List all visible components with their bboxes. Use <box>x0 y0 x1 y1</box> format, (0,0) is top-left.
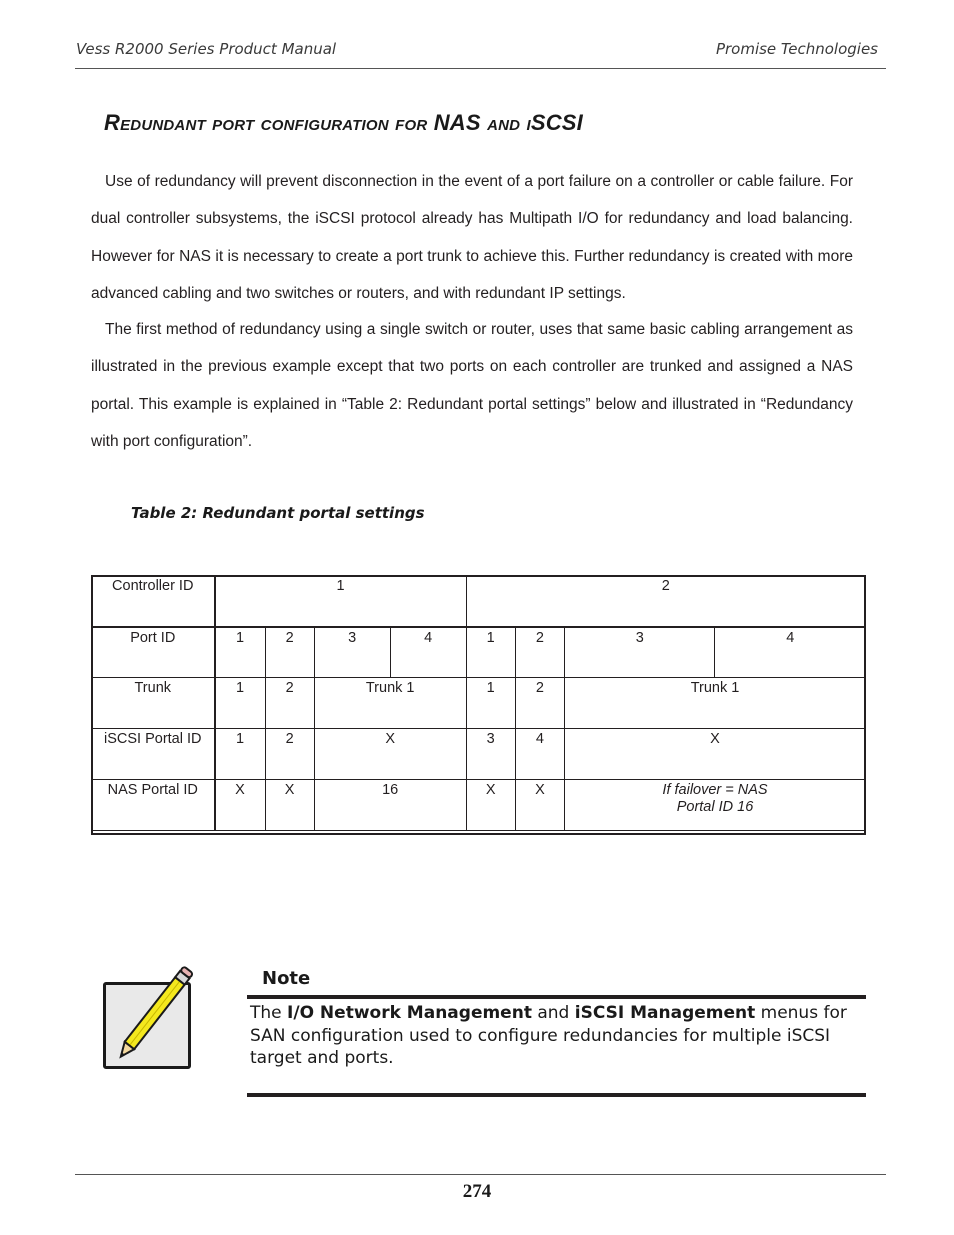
port-cell: 2 <box>515 627 564 678</box>
note-rule-top <box>247 995 866 999</box>
note-text-1: The <box>250 1003 288 1023</box>
paragraph-2: The first method of redundancy using a single switch or router, uses that same basic cabling arrangement as illustrated in the previous example except that two ports on each controller are trunked and assigned a NAS portal. This example is explained in “Table 2: Redundant portal settings” below and illustrated in “Redundancy with port configuration”. <box>91 321 853 450</box>
note-bold-iscsi: iSCSI Management <box>574 1003 756 1023</box>
nas-cell: 16 <box>314 780 466 831</box>
trunk-cell: Trunk 1 <box>314 678 466 729</box>
table-row-nas <box>92 780 866 831</box>
paragraph-1: Use of redundancy will prevent disconnection in the event of a port failure on a controller or cable failure. For dual controller subsystems, the iSCSI protocol already has Multipath I/O for redundancy and load balancing. However for NAS it is necessary to create a port trunk to achieve this. Further redundancy is created with more advanced cabling and two switches or routers, and with redundant IP settings. <box>91 173 853 302</box>
nas-failover-cell <box>565 780 866 831</box>
table-row-controller <box>92 576 866 627</box>
header-manual-title: Vess R2000 Series Product Manual <box>76 40 337 58</box>
failover-line-2: Portal ID 16 <box>676 799 754 815</box>
trunk-cell: 1 <box>215 678 266 729</box>
trunk-cell: Trunk 1 <box>565 678 866 729</box>
pencil-icon <box>98 962 218 1062</box>
nas-cell: X <box>515 780 564 831</box>
port-cell: 4 <box>715 627 866 678</box>
iscsi-cell: 1 <box>215 729 266 780</box>
port-cell: 4 <box>390 627 466 678</box>
nas-cell: X <box>466 780 515 831</box>
trunk-cell: 2 <box>515 678 564 729</box>
row-label-iscsi: iSCSI Portal ID <box>92 729 215 780</box>
note-rule-bottom <box>247 1093 866 1097</box>
row-label-nas: NAS Portal ID <box>92 780 215 831</box>
row-label-controller: Controller ID <box>92 576 215 627</box>
redundant-portal-table <box>91 575 866 831</box>
header-rule <box>75 68 886 69</box>
page-number: 274 <box>462 1181 492 1202</box>
table-row-port <box>92 627 866 678</box>
failover-line-1: If failover = NAS <box>662 782 768 798</box>
nas-cell: X <box>215 780 266 831</box>
note-bold-io-network: I/O Network Management <box>287 1003 532 1023</box>
iscsi-cell: 2 <box>265 729 314 780</box>
port-cell: 1 <box>466 627 515 678</box>
controller-1-cell: 1 <box>215 576 467 627</box>
table-caption: Table 2: Redundant portal settings <box>131 504 425 522</box>
port-cell: 1 <box>215 627 266 678</box>
note-text-2: and <box>531 1003 575 1023</box>
table-row-iscsi <box>92 729 866 780</box>
iscsi-cell: 3 <box>466 729 515 780</box>
note-text <box>250 1002 850 1070</box>
port-cell: 3 <box>314 627 390 678</box>
note-title: Note <box>262 968 311 989</box>
controller-2-cell: 2 <box>466 576 865 627</box>
iscsi-cell: X <box>314 729 466 780</box>
trunk-cell: 1 <box>466 678 515 729</box>
section-title: Redundant port configuration for NAS and iSCSI <box>104 110 583 135</box>
note-text-3: menus for SAN configuration used to configure redundancies for multiple iSCSI target and ports. <box>250 1003 847 1068</box>
header-company: Promise Technologies <box>715 40 878 58</box>
port-cell: 3 <box>565 627 715 678</box>
port-cell: 2 <box>265 627 314 678</box>
footer-rule <box>75 1174 886 1175</box>
iscsi-cell: 4 <box>515 729 564 780</box>
table-row-trunk <box>92 678 866 729</box>
row-label-trunk: Trunk <box>92 678 215 729</box>
row-label-port: Port ID <box>92 627 215 678</box>
nas-cell: X <box>265 780 314 831</box>
trunk-cell: 2 <box>265 678 314 729</box>
iscsi-cell: X <box>565 729 866 780</box>
